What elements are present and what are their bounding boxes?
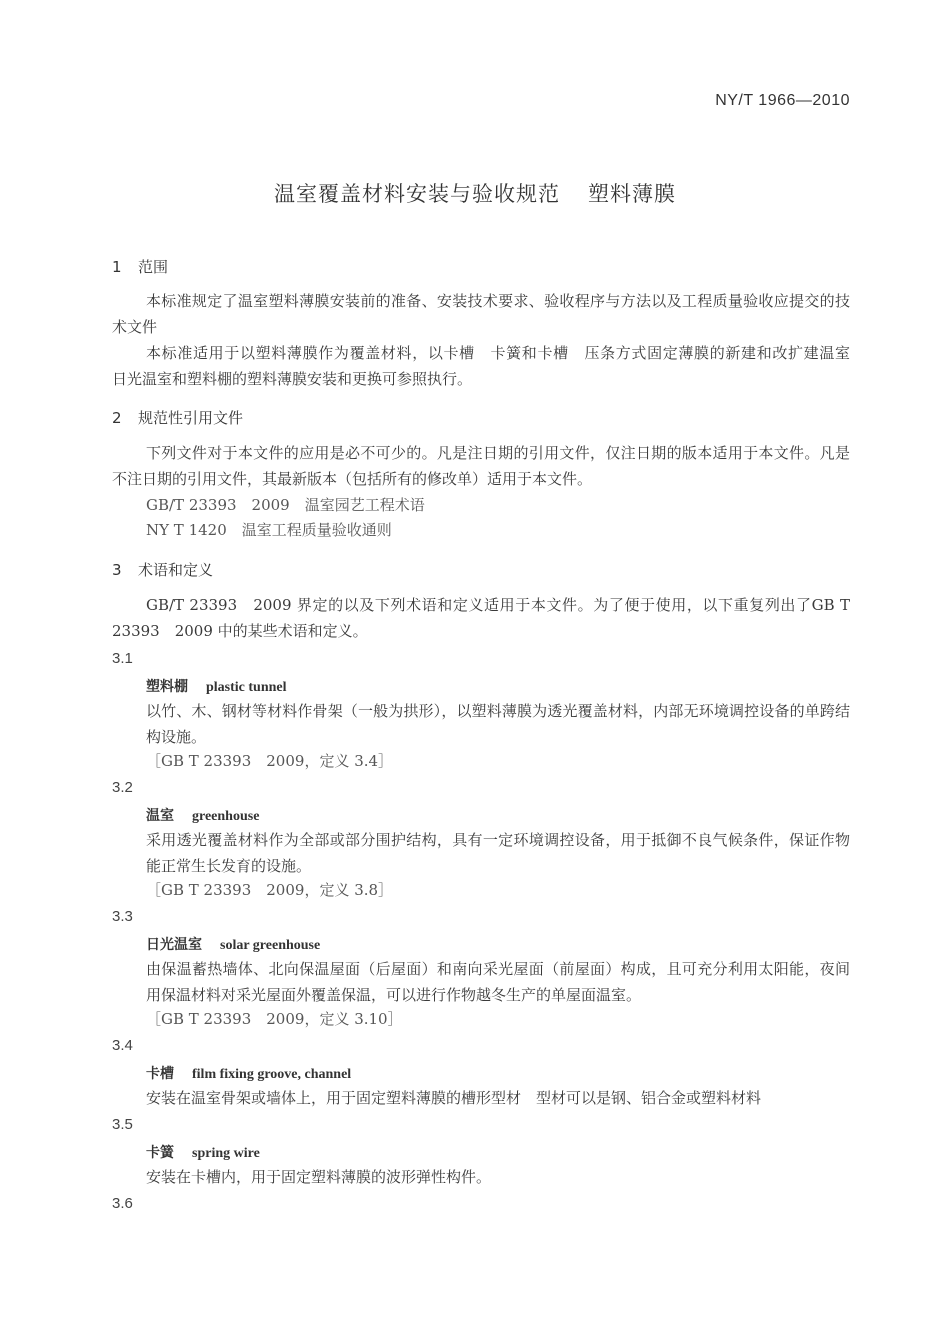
term-heading [146,676,287,696]
reference-item: GB/T 23393 2009 温室园艺工程术语 [146,496,425,514]
clause-number: 3.4 [112,1037,133,1054]
term-heading [146,934,320,954]
terms-paragraph: GB/T 23393 2009 界定的以及下列术语和定义适用于本文件。为了便于使用，以下重复列出了GB T 23393 2009 中的某些术语和定义。 [112,596,850,640]
clause-number: 3.6 [112,1195,133,1212]
term-english: film fixing groove, channel [192,1067,352,1082]
scope-paragraph-1: 本标准规定了温室塑料薄膜安装前的准备、安装技术要求、验收程序与方法以及工程质量验收应提交的技术文件 [112,292,850,336]
term-english: plastic tunnel [206,680,287,695]
term-citation: ［GB T 23393 2009，定义 3.4］ [146,752,394,770]
term-english: solar greenhouse [220,938,321,953]
term-definition: 以竹、木、钢材等材料作骨架（一般为拱形），以塑料薄膜为透光覆盖材料，内部无环境调控设备的单跨结构设施。 [146,702,850,746]
clause-number: 3.5 [112,1116,133,1133]
title-sub: 塑料薄膜 [588,182,676,206]
term-definition: 采用透光覆盖材料作为全部或部分围护结构，具有一定环境调控设备，用于抵御不良气候条件，保证作物能正常生长发育的设施。 [146,831,850,875]
section-heading-scope [112,256,168,277]
title-main: 温室覆盖材料安装与验收规范 [274,182,560,206]
term-english: spring wire [192,1146,260,1161]
term-chinese: 塑料棚 [146,679,188,695]
section-heading-terms [112,559,213,580]
term-citation: ［GB T 23393 2009，定义 3.8］ [146,881,394,899]
term-citation: ［GB T 23393 2009，定义 3.10］ [146,1010,403,1028]
section-number: 3 [112,561,122,579]
section-title: 范围 [138,258,169,276]
term-definition: 由保温蓄热墙体、北向保温屋面（后屋面）和南向采光屋面（前屋面）构成，且可充分利用太阳能，夜间用保温材料对采光屋面外覆盖保温，可以进行作物越冬生产的单屋面温室。 [146,960,850,1004]
term-heading [146,805,259,825]
term-chinese: 卡槽 [146,1066,174,1082]
references-paragraph: 下列文件对于本文件的应用是必不可少的。凡是注日期的引用文件，仅注日期的版本适用于本文件。凡是不注日期的引用文件，其最新版本（包括所有的修改单）适用于本文件。 [112,444,850,488]
reference-item: NY T 1420 温室工程质量验收通则 [146,521,392,539]
term-heading [146,1063,351,1083]
term-definition: 安装在温室骨架或墙体上，用于固定塑料薄膜的槽形型材 型材可以是钢、铝合金或塑料材料 [146,1089,762,1107]
section-number: 1 [112,258,122,276]
clause-number: 3.1 [112,650,133,667]
term-chinese: 温室 [146,808,174,824]
term-chinese: 日光温室 [146,937,202,953]
clause-number: 3.2 [112,779,133,796]
term-definition: 安装在卡槽内，用于固定塑料薄膜的波形弹性构件。 [146,1168,492,1186]
section-number: 2 [112,409,122,427]
section-title: 术语和定义 [138,561,214,579]
term-heading [146,1142,260,1162]
standard-number: NY/T 1966—2010 [715,92,850,109]
section-title: 规范性引用文件 [138,409,244,427]
clause-number: 3.3 [112,908,133,925]
scope-paragraph-2: 本标准适用于以塑料薄膜作为覆盖材料，以卡槽 卡簧和卡槽 压条方式固定薄膜的新建和改扩建温室 日光温室和塑料棚的塑料薄膜安装和更换可参照执行。 [112,344,866,388]
document-title [0,178,950,208]
term-chinese: 卡簧 [146,1145,174,1161]
term-english: greenhouse [192,809,260,824]
section-heading-normative-references [112,407,243,428]
